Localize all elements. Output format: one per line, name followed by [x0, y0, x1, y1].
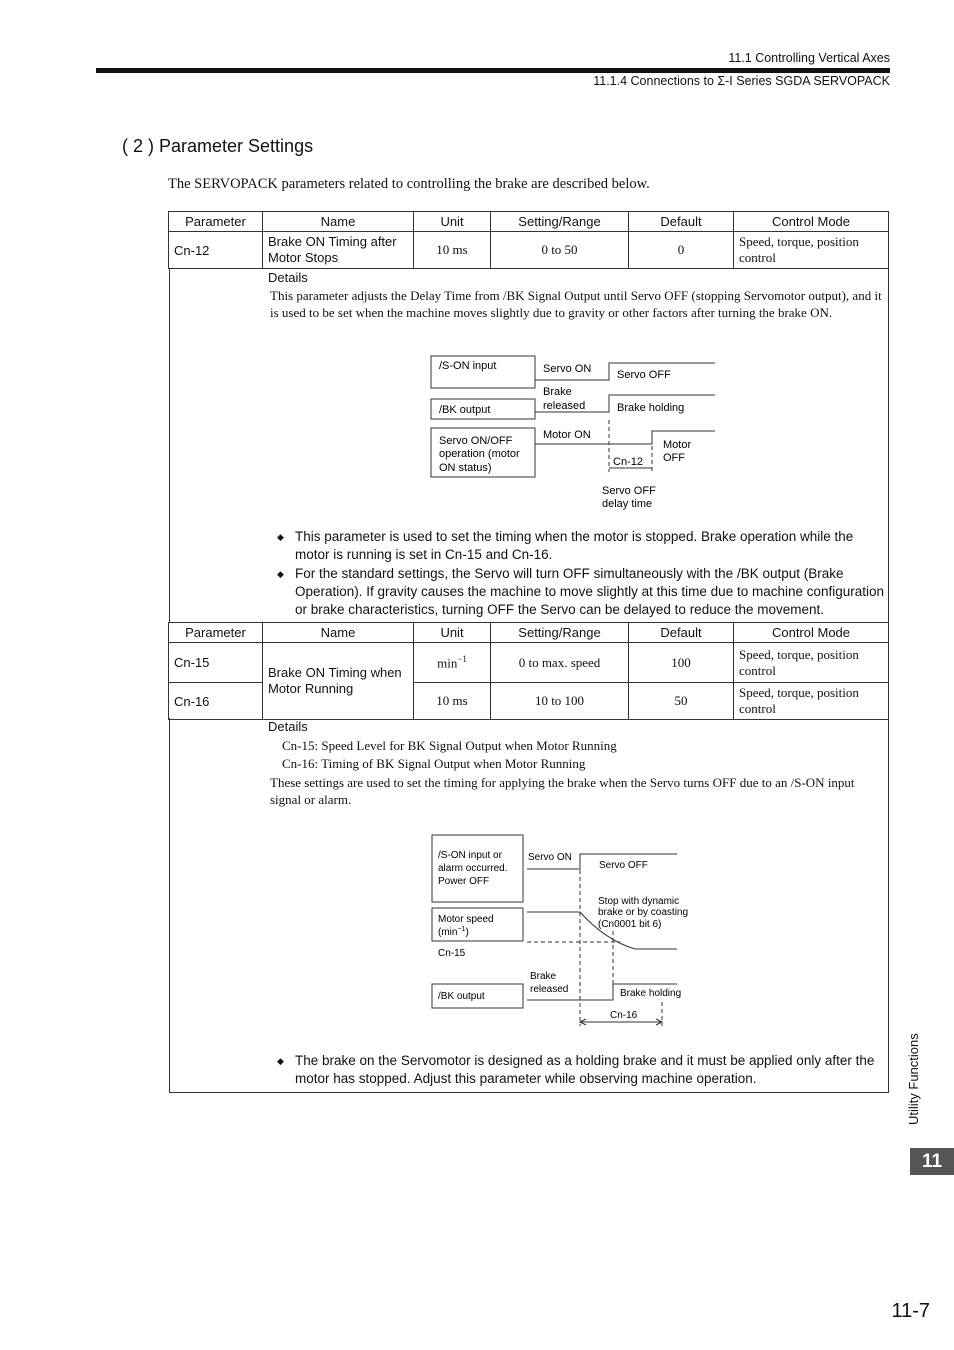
cn16-range: 10 to 100 — [491, 683, 629, 720]
cn12-param: Cn-12 — [169, 232, 263, 269]
d2-box1a: /S-ON input or — [438, 850, 502, 861]
cn15-mode: Speed, torque, position control — [734, 643, 889, 683]
th-range: Setting/Range — [491, 623, 629, 643]
cn12-details-label: Details — [268, 270, 308, 285]
cn12-details-text: This parameter adjusts the Delay Time from /BK Signal Output until Servo OFF (stopping Servomotor output), and it is used to be set when the machine moves slightly due to gravity or other factors after turning the brake ON. — [270, 288, 882, 320]
cn12-default: 0 — [629, 232, 734, 269]
d2-brake-rel-a: Brake — [530, 971, 557, 982]
header-chapter: 11.1 Controlling Vertical Axes — [728, 51, 890, 65]
d1-brake-rel-a: Brake — [543, 386, 572, 398]
header-rule — [96, 68, 890, 73]
param-table-cn15-cn16 — [168, 622, 889, 720]
cn12-timing-diagram — [420, 350, 730, 515]
d1-box1: /S-ON input — [439, 360, 497, 372]
th-parameter: Parameter — [169, 212, 263, 232]
page-number: 11-7 — [891, 1300, 930, 1322]
d1-box3a: Servo ON/OFF — [439, 435, 513, 447]
chapter-tab: 11 — [910, 1148, 954, 1175]
intro-text: The SERVOPACK parameters related to controlling the brake are described below. — [168, 176, 650, 192]
d2-cn15: Cn-15 — [438, 948, 466, 959]
cn15-16-name: Brake ON Timing when Motor Running — [263, 643, 414, 720]
d1-brake-rel-b: released — [543, 400, 586, 412]
d2-box1b: alarm occurred. — [438, 863, 508, 874]
cn15-unit: $\min^{-1}$ — [414, 643, 491, 683]
th-name: Name — [263, 212, 414, 232]
d1-brake-holding: Brake holding — [617, 402, 685, 414]
cn16-mode: Speed, torque, position control — [734, 683, 889, 720]
th-mode: Control Mode — [734, 623, 889, 643]
d2-brake-rel-b: released — [530, 984, 569, 995]
d1-box3c: ON status) — [439, 462, 492, 474]
d1-servo-off: Servo OFF — [617, 369, 671, 381]
cn15-default: 100 — [629, 643, 734, 683]
d2-box1c: Power OFF — [438, 876, 490, 887]
d1-servo-on: Servo ON — [543, 363, 592, 375]
d2-box2b: $(\min^{-1})$ — [438, 926, 469, 938]
d1-box2: /BK output — [439, 404, 491, 416]
bullet-diamond-icon: ◆ — [277, 532, 284, 542]
cn15-16-detail-line1: Cn-15: Speed Level for BK Signal Output when Motor Running — [282, 738, 617, 753]
d2-stop-b: brake or by coasting — [598, 907, 689, 918]
th-range: Setting/Range — [491, 212, 629, 232]
d2-stop-a: Stop with dynamic — [598, 896, 680, 907]
th-name: Name — [263, 623, 414, 643]
bullet-diamond-icon: ◆ — [277, 569, 284, 579]
d1-delay-a: Servo OFF — [602, 485, 656, 497]
th-parameter: Parameter — [169, 623, 263, 643]
cn12-mode: Speed, torque, position control — [734, 232, 889, 269]
d1-cn12: Cn-12 — [613, 456, 643, 468]
cn15-16-details-label: Details — [268, 719, 308, 734]
side-label: Utility Functions — [906, 1033, 921, 1125]
th-default: Default — [629, 212, 734, 232]
cn15-16-timing-diagram — [420, 828, 700, 1033]
section-title: ( 2 ) Parameter Settings — [122, 136, 314, 156]
bullet-diamond-icon: ◆ — [277, 1056, 284, 1066]
cn12-name: Brake ON Timing after Motor Stops — [263, 232, 414, 269]
d1-delay-b: delay time — [602, 498, 653, 510]
cn12-bullet-1: ◆ This parameter is used to set the timing when the motor is stopped. Brake operation while the motor is running is set in Cn-15 and Cn-16. — [277, 529, 854, 562]
d2-box3: /BK output — [438, 991, 485, 1002]
param-table-cn12 — [168, 211, 889, 269]
cn15-16-details-text: These settings are used to set the timing for applying the brake when the Servo turns OFF due to an /S-ON input signal or alarm. — [270, 775, 855, 807]
cn12-range: 0 to 50 — [491, 232, 629, 269]
d2-box2a: Motor speed — [438, 914, 494, 925]
cn16-unit: 10 ms — [414, 683, 491, 720]
cn12-unit: 10 ms — [414, 232, 491, 269]
cn15-param: Cn-15 — [169, 643, 263, 683]
d2-servo-on: Servo ON — [528, 852, 572, 863]
th-mode: Control Mode — [734, 212, 889, 232]
th-unit: Unit — [414, 212, 491, 232]
d1-motor-off-b: OFF — [663, 452, 685, 464]
d2-stop-c: (Cn0001 bit 6) — [598, 919, 662, 930]
th-unit: Unit — [414, 623, 491, 643]
d1-motor-off-a: Motor — [663, 439, 692, 451]
cn12-bullet-2: ◆ For the standard settings, the Servo will turn OFF simultaneously with the /BK output (Brake Operation). If gravity causes the machine to move slightly at this time due to machine configuration or brake characteristics, turning OFF the Servo can be delayed to reduce the movement. — [277, 566, 885, 617]
th-default: Default — [629, 623, 734, 643]
d1-motor-on: Motor ON — [543, 429, 591, 441]
cn16-param: Cn-16 — [169, 683, 263, 720]
cn15-range: 0 to max. speed — [491, 643, 629, 683]
d2-cn16: Cn-16 — [610, 1010, 638, 1021]
cn15-16-bullet: ◆ The brake on the Servomotor is designed as a holding brake and it must be applied only after the motor has stopped. Adjust this parameter while observing machine operation. — [277, 1053, 875, 1086]
cn16-default: 50 — [629, 683, 734, 720]
d2-brake-holding: Brake holding — [620, 988, 682, 999]
d1-box3b: operation (motor — [439, 448, 520, 460]
header-section: 11.1.4 Connections to Σ-I Series SGDA SERVOPACK — [593, 74, 890, 88]
cn15-16-detail-line2: Cn-16: Timing of BK Signal Output when Motor Running — [282, 756, 586, 771]
d2-servo-off: Servo OFF — [599, 860, 648, 871]
